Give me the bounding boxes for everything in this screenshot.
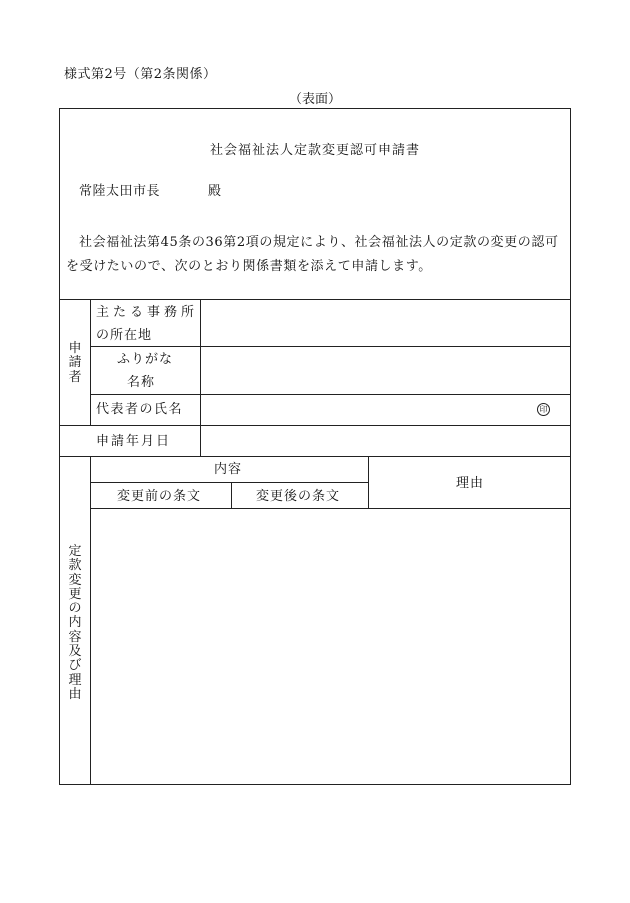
name-label: 名称 (127, 375, 156, 390)
office-label-line2: の所在地 (96, 328, 153, 343)
divider-before-after-col (231, 482, 232, 508)
divider-name-row (90, 394, 571, 395)
reason-header: 理由 (456, 476, 485, 491)
divider-header-bottom (59, 299, 571, 300)
office-address-field[interactable] (206, 310, 566, 340)
divider-applicant-bottom (59, 425, 571, 426)
divider-changes-header-bottom (90, 508, 571, 509)
after-article-header: 変更後の条文 (256, 489, 341, 504)
honorific: 殿 (208, 184, 222, 199)
office-label-line1: 主たる事務所 (96, 305, 199, 320)
divider-applicant-label-col (90, 299, 91, 425)
form-number: 様式第2号（第2条関係） (64, 67, 217, 82)
divider-applicant-value-col (200, 299, 201, 456)
addressee: 常陸太田市長 (79, 184, 161, 199)
changes-group-label: 定款変更の内容及び理由 (68, 544, 82, 702)
corporation-name-field[interactable] (206, 358, 566, 388)
divider-reason-col (368, 456, 369, 508)
representative-name-field[interactable] (206, 400, 526, 420)
changes-detail-area[interactable] (94, 514, 566, 779)
furigana-label: ふりがな (117, 352, 174, 367)
application-date-field[interactable] (206, 431, 566, 451)
divider-date-bottom (59, 456, 571, 457)
before-article-header: 変更前の条文 (117, 489, 202, 504)
divider-content-header (90, 482, 368, 483)
divider-office-row (90, 346, 571, 347)
divider-changes-label-col (90, 456, 91, 785)
application-date-label: 申請年月日 (96, 434, 172, 449)
document-title: 社会福祉法人定款変更認可申請書 (209, 143, 420, 158)
application-statement: 社会福祉法第45条の36第2項の規定により、社会福祉法人の定款の変更の認可を受けたいので、次のとおり関係書類を添えて申請します。 (66, 235, 559, 274)
representative-label: 代表者の氏名 (96, 402, 184, 417)
applicant-group-label: 申請者 (68, 341, 82, 385)
side-label: （表面） (288, 92, 341, 107)
seal-mark: 印 (537, 403, 550, 416)
content-header: 内容 (214, 462, 243, 477)
